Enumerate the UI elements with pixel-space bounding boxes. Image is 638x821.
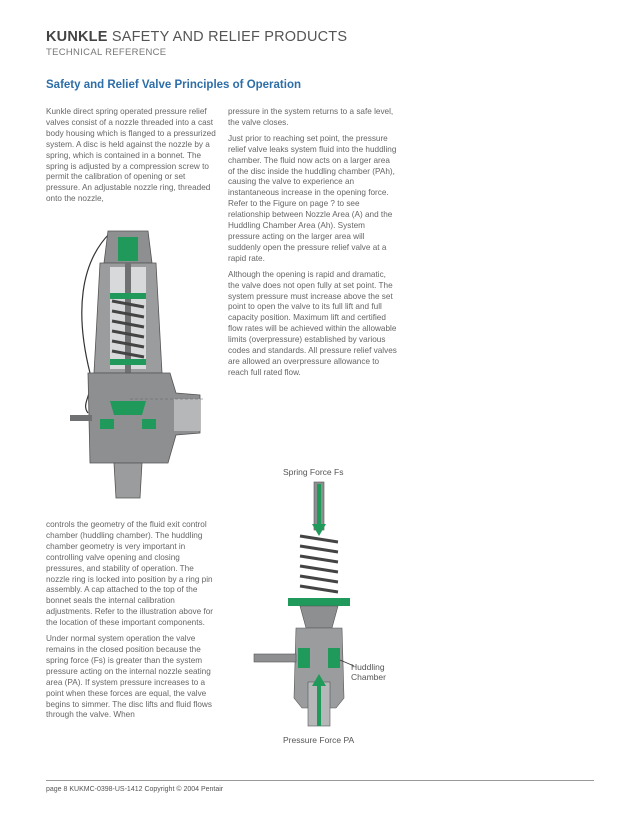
label-huddling-chamber bbox=[351, 662, 386, 682]
footer-divider bbox=[46, 780, 594, 781]
brand-name: KUNKLE bbox=[46, 29, 108, 45]
page-footer: page 8 KUKMC-0398-US-1412 Copyright © 2004 Pentair bbox=[46, 786, 224, 793]
paragraph-huddling: Just prior to reaching set point, the pressure relief valve leaks system fluid into the huddling chamber. The fluid now acts on a larger area of the disc inside the huddling chamber (PAh), causing the valve to experience an instantaneous increase in the opening force. Refer to the Figure on page ? to see relationship between Nozzle Area (A) and the Huddling Chamber Area (Ah). System pressure acting on the larger area will suddenly open the pressure relief valve at a rapid rate. bbox=[228, 133, 397, 263]
section-title: Safety and Relief Valve Principles of Operation bbox=[46, 79, 301, 91]
header-subtitle: TECHNICAL REFERENCE bbox=[46, 47, 167, 58]
valve-body-drawing bbox=[70, 231, 205, 498]
label-huddling-line2: Chamber bbox=[351, 672, 386, 682]
brand-tagline: SAFETY AND RELIEF PRODUCTS bbox=[111, 29, 348, 45]
paragraph-intro: Kunkle direct spring operated pressure relief valves consist of a nozzle threaded into a cast body housing which is flanged to a pressurized system. A disc is held against the nozzle by a spring, which is contained in a bonnet. The spring is adjusted by a compression screw to permit the calibration of opening or set pressure. An adjustable nozzle ring, threaded onto the nozzle, bbox=[46, 107, 216, 204]
label-spring-force: Spring Force Fs bbox=[283, 467, 344, 477]
label-pressure-force: Pressure Force PA bbox=[283, 735, 355, 745]
right-column bbox=[228, 107, 398, 384]
left-column-top bbox=[46, 107, 216, 210]
label-huddling-line1: Huddling bbox=[351, 662, 385, 672]
paragraph-nozzle-ring: controls the geometry of the fluid exit control chamber (huddling chamber). The huddling chamber geometry is very important in controlling valve opening and closing pressures, and stability of operation. The nozzle ring is locked into position by a ring pin assembly. A cap attached to the top of the bonnet seals the internal calibration adjustments. Refer to the illustration above for the location of these important components. bbox=[46, 520, 214, 628]
left-column-bottom bbox=[46, 520, 218, 726]
valve-cutaway-illustration bbox=[70, 223, 210, 503]
header-brand bbox=[46, 29, 347, 45]
paragraph-normal-operation: Under normal system operation the valve remains in the closed position because the spring force (Fs) is greater than the system pressure acting on the internal nozzle seating area (PA). If system pressure increases to a point when these forces are equal, the valve begins to simmer. The disc lifts and fluid flows through the valve. When bbox=[46, 634, 212, 720]
paragraph-closing: pressure in the system returns to a safe level, the valve closes. bbox=[228, 107, 394, 127]
force-diagram-drawing bbox=[254, 482, 354, 726]
force-diagram bbox=[250, 468, 400, 750]
paragraph-overpressure: Although the opening is rapid and dramatic, the valve does not open fully at set point. The system pressure must increase above the set point to open the valve to its full lift and full capacity position. Maximum lift and certified flow rates will be achieved within the allowable limits (overpressure) established by various codes and standards. All pressure relief valves are allowed an overpressure allowance to reach full rated flow. bbox=[228, 269, 397, 377]
